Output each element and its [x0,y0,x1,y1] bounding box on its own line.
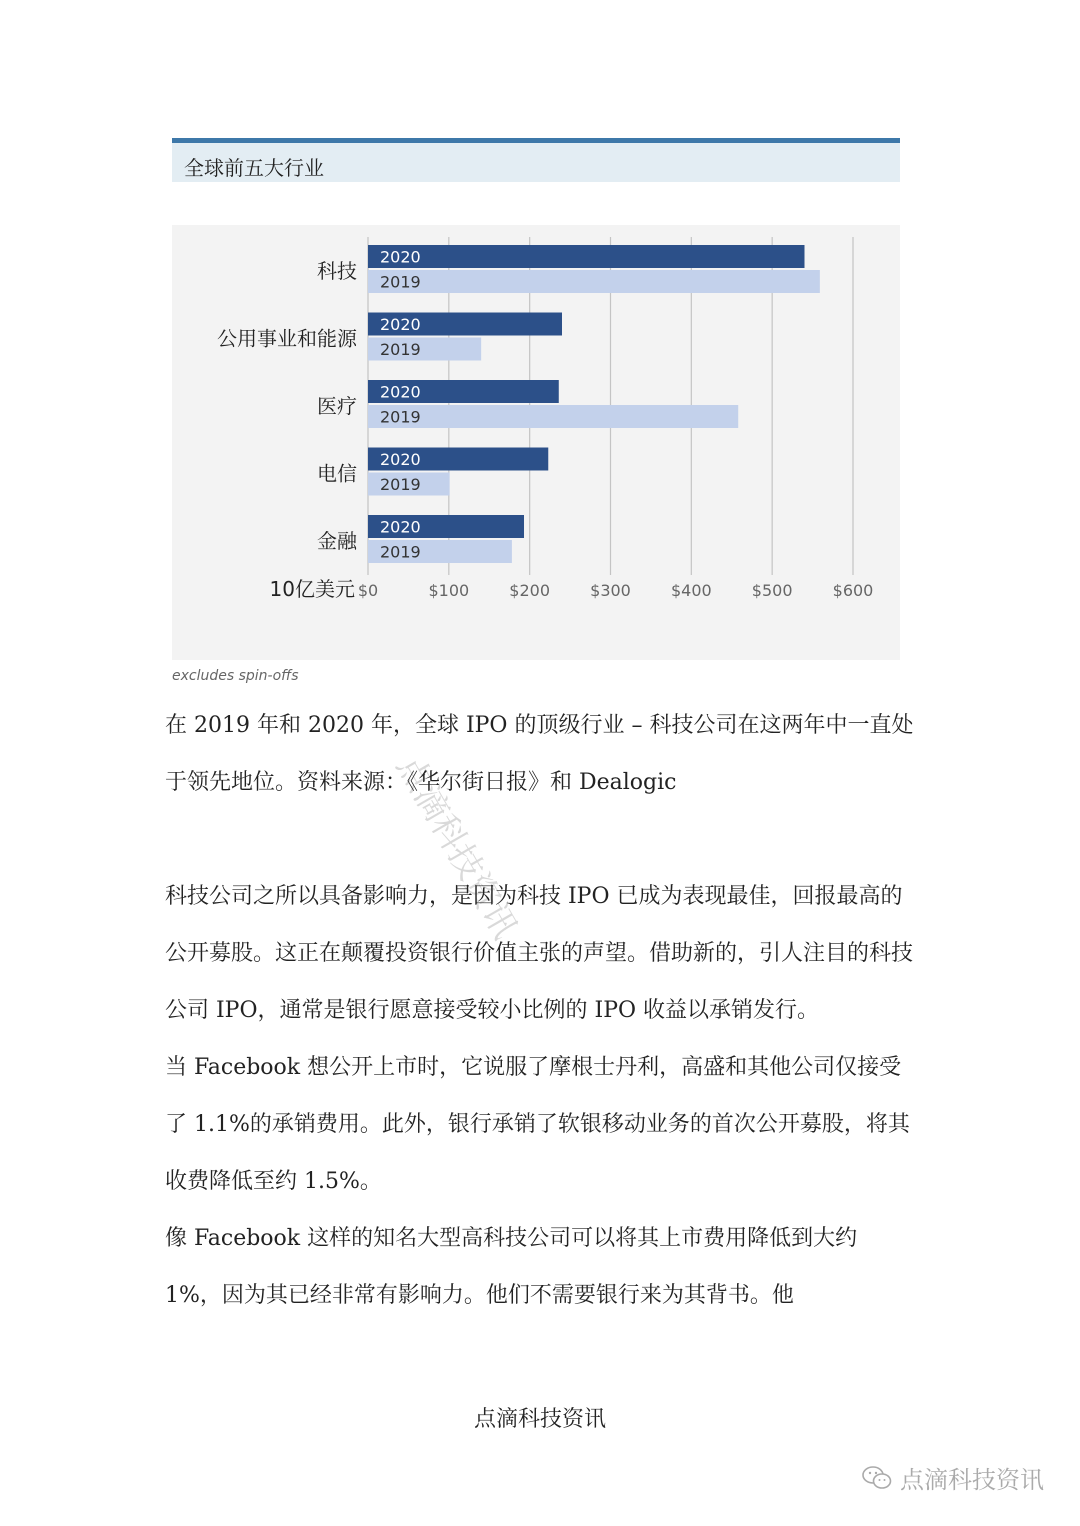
paragraph: 科技公司之所以具备影响力，是因为科技 IPO 已成为表现最佳，回报最高的公开募股。这正在颠覆投资银行价值主张的声望。借助新的，引人注目的科技公司 IPO，通常是银行愿意接受较小比例的 IPO 收益以承销发行。 [165,884,914,1023]
paragraph: 像 Facebook 这样的知名大型高科技公司可以将其上市费用降低到大约 1%，因为其已经非常有影响力。他们不需要银行来为其背书。他 [165,1226,858,1308]
category-label: 电信 [317,461,357,486]
brand-mark [862,1460,1044,1495]
tick-label: $500 [751,581,793,600]
tick-label: $300 [590,581,631,600]
bar-series-label: 2020 [380,247,421,267]
axis-label: 10亿美元 [269,577,355,601]
brand-name: 点滴科技资讯 [900,1466,1044,1494]
article-body [165,697,920,1324]
category-label: 金融 [317,529,357,553]
bar-chart [172,225,900,660]
wechat-icon [862,1465,892,1491]
chart-title-band [172,138,900,182]
bar-series-label: 2019 [380,542,421,562]
tick-label: $200 [509,581,551,600]
tick-label: $400 [670,581,712,600]
bar-series-label: 2019 [380,407,421,427]
chart-title: 全球前五大行业 [184,156,324,180]
bar [368,245,805,268]
paragraph-caption: 在 2019 年和 2020 年，全球 IPO 的顶级行业 – 科技公司在这两年中一直处于领先地位。资料来源：《华尔街日报》和 Dealogic [165,713,914,795]
bar [368,270,820,293]
chart-note: excludes spin-offs [172,668,299,684]
bar-series-label: 2020 [380,450,421,469]
paragraph: 当 Facebook 想公开上市时，它说服了摩根士丹利，高盛和其他公司仅接受了 1.1%的承销费用。此外，银行承销了软银移动业务的首次公开募股，将其收费降低至约 1.5%。 [165,1055,910,1194]
category-label: 医疗 [317,394,357,418]
bar-series-label: 2019 [380,475,421,494]
bar-series-label: 2019 [380,340,421,359]
chart-svg [172,225,900,660]
bar-series-label: 2020 [380,315,421,334]
watermark: 点滴科技资讯 [388,749,526,946]
category-label: 公用事业和能源 [217,326,357,351]
bar-series-label: 2019 [380,272,421,292]
tick-label: $0 [357,581,379,600]
category-label: 科技 [317,259,357,283]
bar-series-label: 2020 [380,517,421,537]
tick-label: $100 [428,581,470,600]
page-footer: 点滴科技资讯 [473,1407,606,1432]
tick-label: $600 [832,581,874,600]
bar-series-label: 2020 [380,382,421,402]
bar [368,405,738,428]
